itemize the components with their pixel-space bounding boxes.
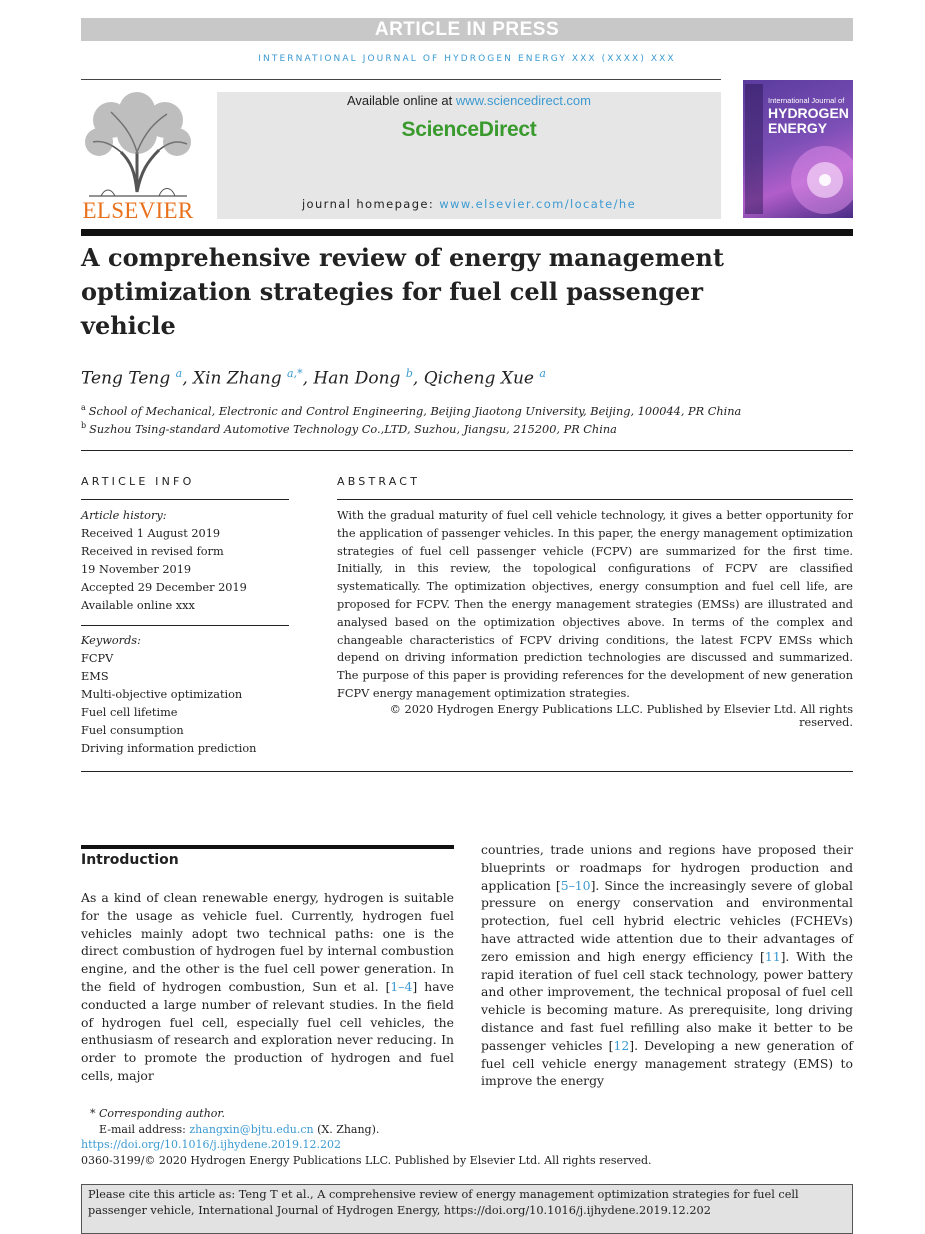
article-info-heading: ARTICLE INFO	[81, 475, 195, 488]
affiliation-b	[81, 421, 853, 436]
history-item: Received 1 August 2019	[81, 527, 221, 540]
keyword-item: Fuel cell lifetime	[81, 706, 178, 719]
citation-link[interactable]: 5–10	[560, 877, 591, 893]
available-prefix: Available online at	[346, 93, 456, 108]
history-label: Article history:	[81, 509, 167, 522]
homepage-prefix: journal homepage:	[301, 197, 440, 211]
intro-text: As a kind of clean renewable energy, hydrogen is suitable for the usage as vehicle fuel. Currently, hydrogen fuel vehicles mainly adopt two technical paths: one is the direct combustion of hydrogen fuel by internal combustion engine, and the other is the fuel cell power generation. In the field of hydrogen combustion, Sun et al. [	[81, 890, 454, 994]
introduction-heading: Introduction	[81, 852, 179, 868]
author-affiliation-marker[interactable]: b	[405, 367, 413, 380]
sciencedirect-brand: ScienceDirect	[401, 118, 537, 141]
abstract-text: With the gradual maturity of fuel cell vehicle technology, it gives a better opportunity for the application of passenger vehicles. In this paper, the energy management optimization strategies of fuel cell passenger vehicle (FCPV) are summarized for the first time. Initially, in this review, the topological configurations of FCPV are classified systematically. The optimization objectives, energy consumption and fuel cell life, are proposed for FCPV. Then the energy management strategies (EMSs) are illustrated and analysed based on the optimization objectives above. In terms of the complex and changeable characteristics of FCPV driving conditions, the latest FCPV EMSs which depend on driving information prediction technologies are discussed and summarized. The purpose of this paper is providing references for the development of new generation FCPV energy management optimization strategies.	[337, 509, 853, 700]
history-item: Accepted 29 December 2019	[81, 581, 247, 594]
author-affiliation-marker[interactable]: a	[539, 367, 546, 380]
abstract-copyright: © 2020 Hydrogen Energy Publications LLC. Published by Elsevier Ltd. All rights reserved.	[389, 703, 853, 729]
header-rule	[81, 79, 721, 80]
history-item: 19 November 2019	[81, 563, 192, 576]
author-name[interactable]: Xin Zhang	[193, 368, 282, 389]
citation-text: Please cite this article as: Teng T et al., A comprehensive review of energy management optimization strategies for fuel cell passenger vehicle, International Journal of Hydrogen Energy, https://doi.org/10.1016/j.ijhydene.2019.12.202	[88, 1188, 799, 1217]
intro-text: ]. Developing a new generation of fuel cell vehicle energy management strategy (EMS) to improve the energy	[481, 1037, 853, 1089]
author-affiliation-marker[interactable]: a,*	[287, 367, 303, 380]
keywords-label: Keywords:	[81, 634, 141, 647]
doi-link[interactable]: https://doi.org/10.1016/j.ijhydene.2019.12.202	[81, 1138, 341, 1151]
author-affiliation-marker[interactable]: a	[175, 367, 183, 380]
citation-link[interactable]: 1–4	[390, 978, 413, 994]
abstract-rule	[337, 499, 853, 500]
affiliation-marker: b	[81, 421, 87, 430]
author-name[interactable]: Teng Teng	[81, 368, 171, 389]
keyword-item: Fuel consumption	[81, 724, 184, 737]
article-info-rule	[81, 499, 289, 500]
abstract-heading: ABSTRACT	[337, 475, 421, 488]
keyword-item: Multi-objective optimization	[81, 688, 243, 701]
author-name[interactable]: Qicheng Xue	[423, 368, 534, 389]
email-link[interactable]: zhangxin@bjtu.edu.cn	[189, 1123, 314, 1136]
affiliation-bottom-rule	[81, 450, 853, 451]
corresponding-author-note: * Corresponding author.	[90, 1107, 225, 1120]
doi-line	[81, 1138, 341, 1151]
email-suffix: (X. Zhang).	[313, 1123, 380, 1136]
keyword-item: FCPV	[81, 652, 114, 665]
issn-copyright-line: 0360-3199/© 2020 Hydrogen Energy Publications LLC. Published by Elsevier Ltd. All rights reserved.	[81, 1154, 652, 1167]
article-in-press-banner: ARTICLE IN PRESS	[81, 18, 853, 41]
journal-homepage-line	[217, 197, 721, 211]
intro-text: ] have conducted a large number of relevant studies. In the field of hydrogen fuel cell, especially fuel cell vehicles, the enthusiasm of research and exploration never reducing. In order to promote the production of hydrogen and fuel cells, major	[81, 978, 454, 1083]
affiliation-text: School of Mechanical, Electronic and Control Engineering, Beijing Jiaotong University, Beijing, 100044, PR China	[88, 404, 742, 418]
intro-left-column	[81, 889, 454, 1085]
affiliation-marker: a	[81, 403, 86, 412]
sciencedirect-link[interactable]: www.sciencedirect.com	[455, 93, 591, 108]
intro-text: ]. Since the increasingly severe of global pressure on energy conservation and environmental protection, fuel cell hybrid electric vehicles (FCHEVs) have attracted wide attention due to their advantages of zero emission and high energy efficiency [	[481, 877, 853, 964]
keywords-rule	[81, 625, 289, 626]
affiliation-a	[81, 403, 853, 418]
journal-homepage-link[interactable]: www.elsevier.com/locate/he	[439, 197, 637, 211]
journal-running-head: INTERNATIONAL JOURNAL OF HYDROGEN ENERGY XXX (XXXX) XXX	[258, 54, 676, 64]
keyword-item: Driving information prediction	[81, 742, 257, 755]
title-top-rule	[81, 229, 853, 236]
article-title: A comprehensive review of energy management optimization strategies for fuel cell passenger vehicle	[81, 243, 724, 340]
elsevier-wordmark: ELSEVIER	[82, 198, 194, 223]
intro-right-column	[481, 841, 853, 1090]
affiliation-text: Suzhou Tsing-standard Automotive Technology Co.,LTD, Suzhou, Jiangsu, 215200, PR China	[89, 422, 617, 436]
citation-link[interactable]: 12	[613, 1037, 630, 1053]
email-prefix: E-mail address:	[99, 1123, 190, 1136]
citation-link[interactable]: 11	[764, 948, 781, 964]
history-item: Received in revised form	[81, 545, 224, 558]
author-name[interactable]: Han Dong	[313, 368, 401, 389]
cover-journal-small-title: International Journal of	[768, 96, 845, 105]
front-matter-bottom-rule	[81, 771, 853, 772]
introduction-rule	[81, 845, 454, 849]
cover-spine-strip	[745, 84, 763, 214]
available-online-line	[217, 93, 721, 108]
cover-journal-big-title: HYDROGEN ENERGY	[768, 105, 849, 136]
history-item: Available online xxx	[81, 599, 195, 612]
intro-text: countries, trade unions and regions have proposed their blueprints or roadmaps for hydrogen production and application [	[481, 842, 853, 893]
author-list: Teng Teng $^a$, Xin Zhang $^{a,*}$, Han Dong $^b$, Qicheng Xue $^a$	[81, 367, 546, 389]
keyword-item: EMS	[81, 670, 109, 683]
email-line	[99, 1123, 379, 1136]
intro-text: ]. With the rapid iteration of fuel cell stack technology, power battery and other improvement, the technical proposal of fuel cell vehicle is becoming mature. As prerequisite, long driving distance and fast fuel refilling also make it better to be passenger vehicles [	[481, 948, 853, 1053]
